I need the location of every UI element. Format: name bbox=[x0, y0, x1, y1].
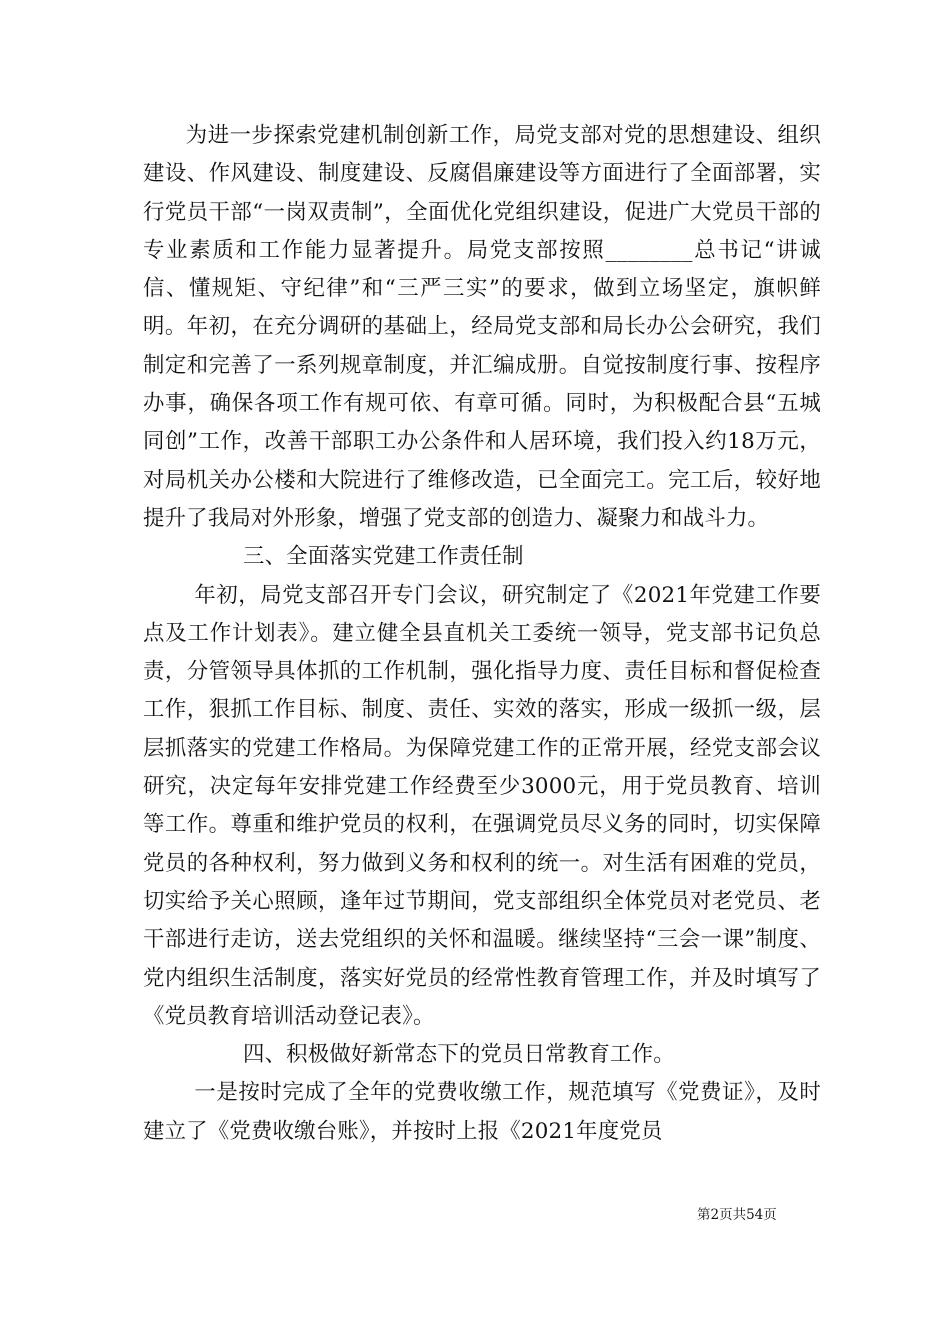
document-body bbox=[143, 117, 821, 1151]
paragraph-party-building-innovation: 为进一步探索党建机制创新工作，局党支部对党的思想建设、组织建设、作风建设、制度建设、反腐倡廉建设等方面进行了全面部署，实行党员干部“一岗双责制”，全面优化党组织建设，促进广大党员干部的专业素质和工作能力显著提升。局党支部按照________总书记“讲诚信、懂规矩、守纪律”和“三严三实”的要求，做到立场坚定，旗帜鲜明。年初，在充分调研的基础上，经局党支部和局长办公会研究，我们制定和完善了一系列规章制度，并汇编成册。自觉按制度行事、按程序办事，确保各项工作有规可依、有章可循。同时，为积极配合县“五城同创”工作，改善干部职工办公条件和人居环境，我们投入约18万元，对局机关办公楼和大院进行了维修改造，已全面完工。完工后，较好地提升了我局对外形象，增强了党支部的创造力、凝聚力和战斗力。 bbox=[143, 123, 821, 531]
page-number: 第2页共54页 bbox=[697, 1207, 777, 1223]
section-heading-3: 三、全面落实党建工作责任制 bbox=[243, 544, 524, 570]
section-heading-4: 四、积极做好新常态下的党员日常教育工作。 bbox=[243, 1042, 675, 1068]
paragraph-responsibility-system: 年初，局党支部召开专门会议，研究制定了《2021年党建工作要点及工作计划表》。建立健全县直机关工委统一领导，党支部书记负总责，分管领导具体抓的工作机制，强化指导力度、责任目标和督促检查工作，狠抓工作目标、制度、责任、实效的落实，形成一级抓一级，层层抓落实的党建工作格局。为保障党建工作的正常开展，经党支部会议研究，决定每年安排党建工作经费至少3000元，用于党员教育、培训等工作。尊重和维护党员的权利，在强调党员尽义务的同时，切实保障党员的各种权利，努力做到义务和权利的统一。对生活有困难的党员，切实给予关心照顾，逢年过节期间，党支部组织全体党员对老党员、老干部进行走访，送去党组织的关怀和温暖。继续坚持“三会一课”制度、党内组织生活制度，落实好党员的经常性教育管理工作，并及时填写了《党员教育培训活动登记表》。 bbox=[143, 582, 821, 1029]
paragraph-party-dues: 一是按时完成了全年的党费收缴工作，规范填写《党费证》，及时建立了《党费收缴台账》，并按时上报《2021年度党员 bbox=[143, 1080, 821, 1144]
